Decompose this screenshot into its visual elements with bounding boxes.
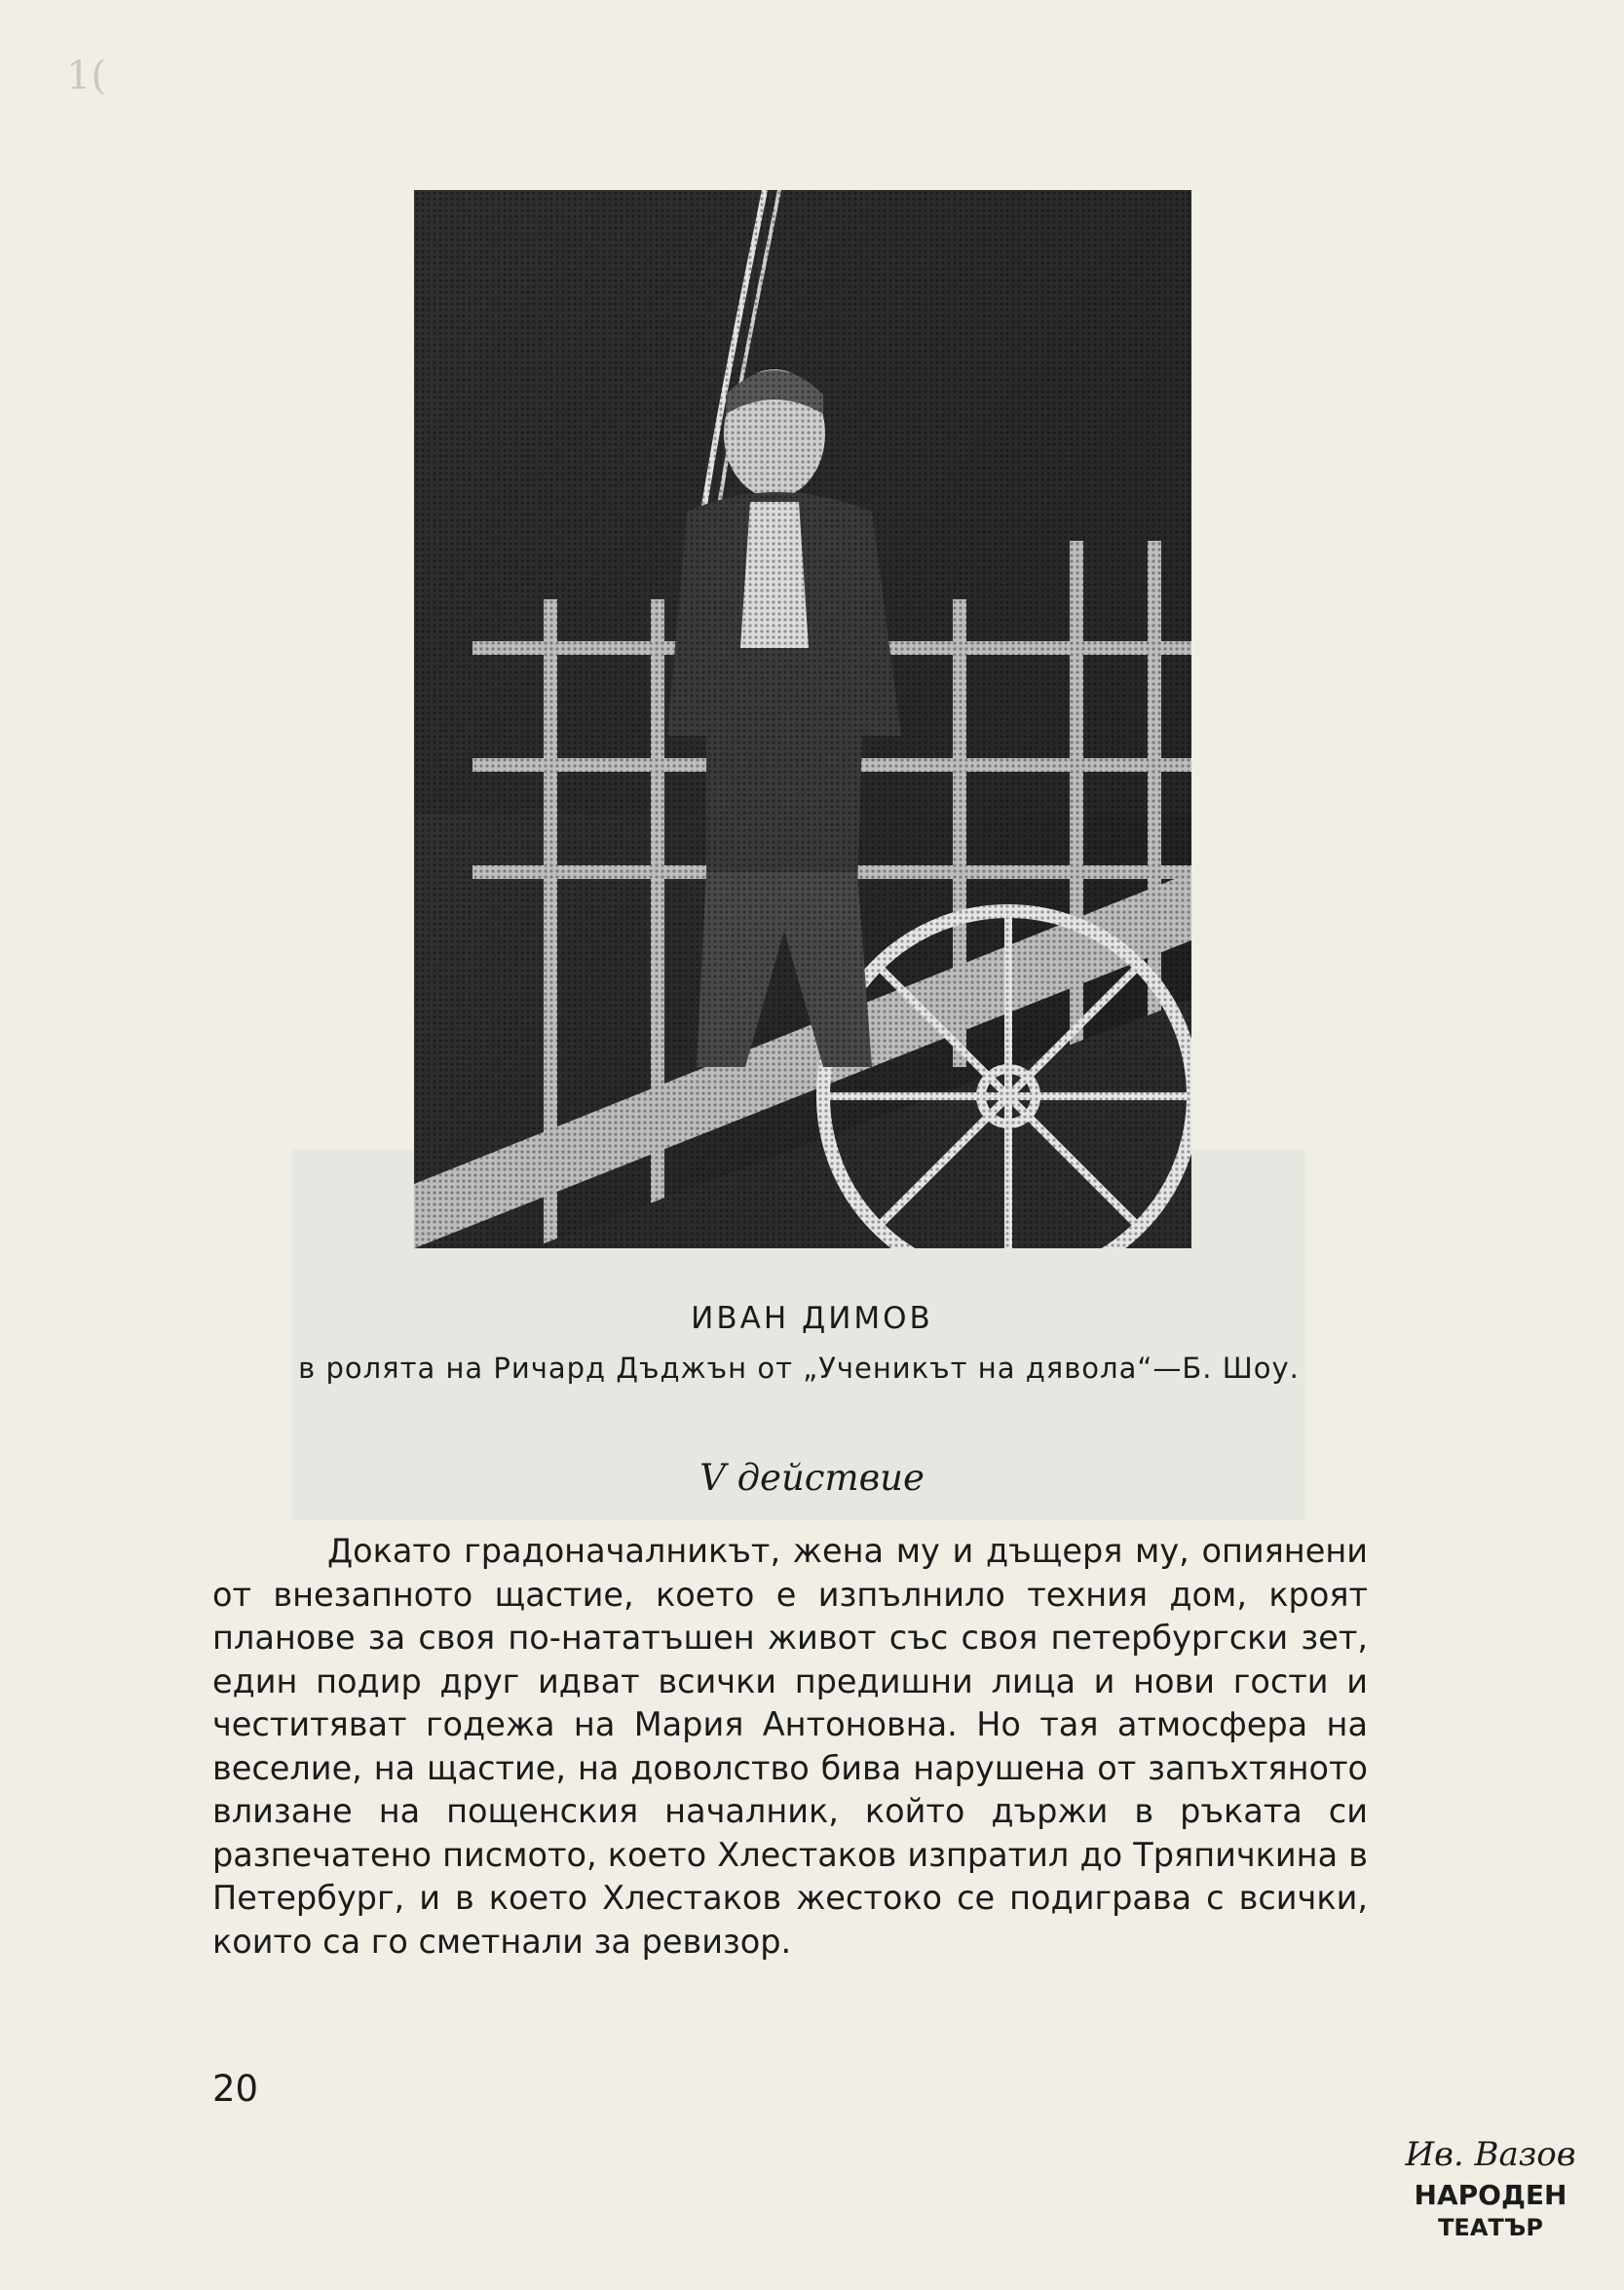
caption-actor-name: ИВАН ДИМОВ	[691, 1301, 933, 1336]
body-paragraph: Докато градоначалникът, жена му и дъщеря му, опиянени от внезапното щастие, което е изпълнило техния дом, кроят планове за своя по-нататъшен живот със своя петербургски зет, един подир друг идват всички предишни лица и нови гости и честитяват годежа на Мария Антоновна. Но тая атмосфера на веселие, на щастие, на доволство бива нарушена от запъхтяното влизане на пощенския началник, който държи в ръката си разпечатено писмото, което Хлестаков изпратил до Тряпичкина в Петербург, и в което Хлестаков жестоко се подиграва с всички, които са го сметнали за ревизор.	[212, 1532, 1368, 1961]
act-title: V действие	[699, 1457, 925, 1499]
national-theatre-logo	[1403, 2124, 1578, 2251]
logo-line1: НАРОДЕН	[1414, 2179, 1567, 2211]
logo-signature: Ив. Вазов	[1405, 2135, 1576, 2174]
bleed-mark: 1(	[66, 54, 107, 98]
actor-photo	[414, 190, 1191, 1248]
caption-role: в ролята на Ричард Дъджън от „Ученикът на дявола“—Б. Шоу.	[298, 1352, 1300, 1385]
logo-line2: ТЕАТЪР	[1438, 2214, 1543, 2241]
page-number: 20	[212, 2068, 259, 2110]
